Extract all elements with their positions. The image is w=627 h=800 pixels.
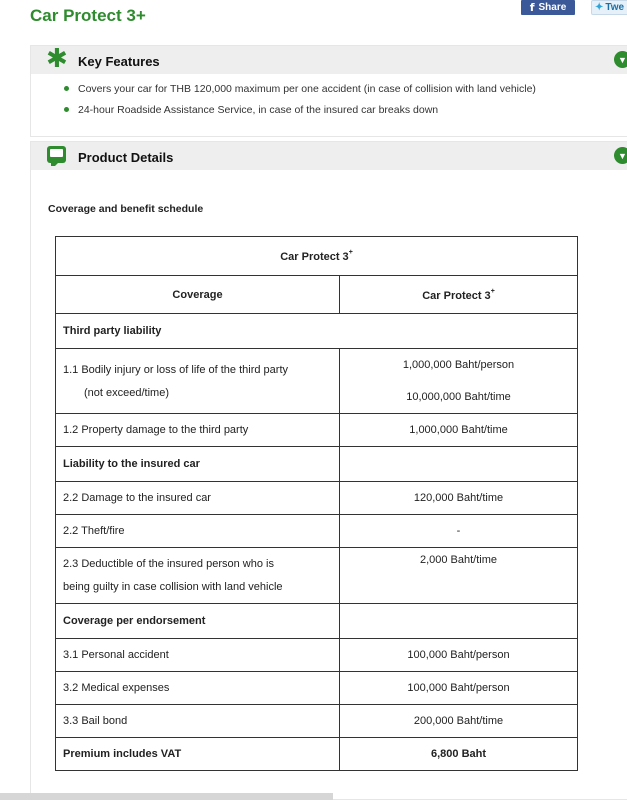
key-features-panel	[30, 45, 627, 137]
premium-value: 6,800 Baht	[340, 738, 578, 771]
table-cell	[340, 447, 578, 482]
table-cell: 1.1 Bodily injury or loss of life of the third party (not exceed/time)	[56, 349, 340, 414]
speech-bubble-icon	[47, 146, 66, 163]
table-cell: 2.3 Deductible of the insured person who is being guilty in case collision with land vehicle	[56, 548, 340, 604]
share-label: Share	[538, 2, 567, 13]
column-header-plan: Car Protect 3+	[340, 276, 578, 314]
tweet-button[interactable]	[591, 0, 627, 15]
table-cell: 3.1 Personal accident	[56, 639, 340, 672]
coverage-table	[55, 236, 578, 771]
table-cell	[340, 604, 578, 639]
list-item: Covers your car for THB 120,000 maximum per one accident (in case of collision with land vehicle)	[64, 81, 536, 102]
table-cell: 2,000 Baht/time	[340, 548, 578, 604]
list-item: 24-hour Roadside Assistance Service, in case of the insured car breaks down	[64, 102, 536, 123]
key-features-title: Key Features	[78, 54, 160, 69]
table-cell: 1,000,000 Baht/person 10,000,000 Baht/time	[340, 349, 578, 414]
table-cell: 200,000 Baht/time	[340, 705, 578, 738]
facebook-icon: f	[529, 1, 535, 14]
table-cell: 1.2 Property damage to the third party	[56, 414, 340, 447]
schedule-title: Coverage and benefit schedule	[48, 203, 204, 215]
horizontal-scrollbar[interactable]	[0, 793, 333, 800]
table-cell: 2.2 Theft/fire	[56, 515, 340, 548]
twitter-icon: ✦	[595, 2, 604, 13]
table-caption: Car Protect 3+	[56, 237, 578, 276]
page-title: Car Protect 3+	[30, 6, 146, 25]
premium-label: Premium includes VAT	[56, 738, 340, 771]
product-details-header[interactable]	[31, 142, 627, 170]
table-cell: 100,000 Baht/person	[340, 672, 578, 705]
key-features-list	[64, 81, 536, 123]
table-cell: 3.2 Medical expenses	[56, 672, 340, 705]
section-third-party: Third party liability	[56, 314, 578, 349]
table-cell: 2.2 Damage to the insured car	[56, 482, 340, 515]
tweet-label: Twe	[605, 2, 625, 13]
table-cell: 120,000 Baht/time	[340, 482, 578, 515]
facebook-share-button[interactable]	[521, 0, 575, 15]
section-endorsement: Coverage per endorsement	[56, 604, 340, 639]
table-cell: 1,000,000 Baht/time	[340, 414, 578, 447]
section-insured-car: Liability to the insured car	[56, 447, 340, 482]
chevron-down-icon[interactable]: ▼	[614, 51, 627, 68]
column-header-coverage: Coverage	[56, 276, 340, 314]
table-cell: 100,000 Baht/person	[340, 639, 578, 672]
product-details-panel	[30, 141, 627, 800]
key-features-header[interactable]	[31, 46, 627, 74]
asterisk-icon: ✱	[46, 44, 68, 74]
table-cell: -	[340, 515, 578, 548]
product-details-title: Product Details	[78, 150, 174, 165]
chevron-down-icon[interactable]: ▼	[614, 147, 627, 164]
table-cell: 3.3 Bail bond	[56, 705, 340, 738]
